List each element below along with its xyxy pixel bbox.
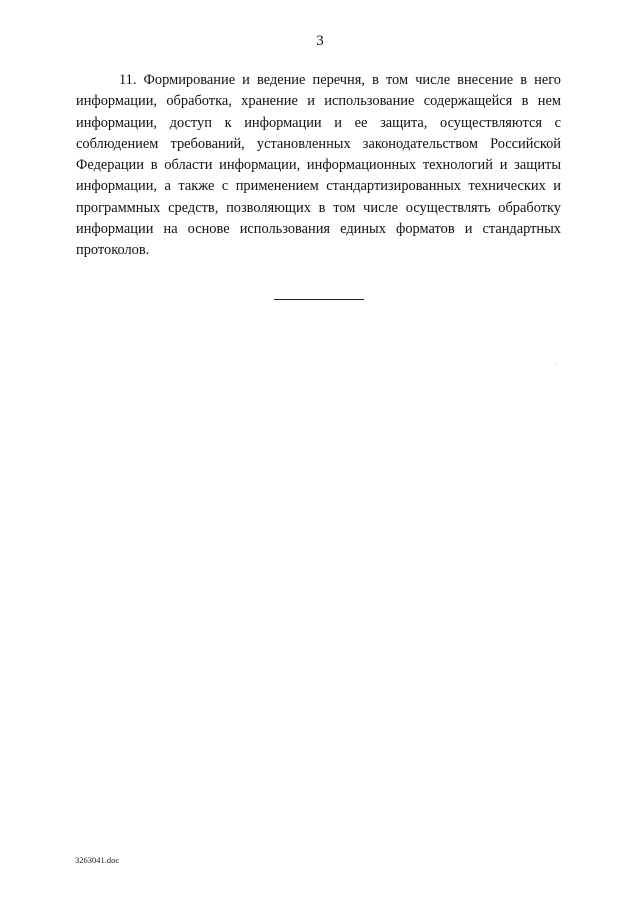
footer-file-name: 3263041.doc (75, 855, 120, 865)
scan-speck (556, 364, 557, 365)
page-number: 3 (316, 33, 324, 49)
separator-line (274, 299, 364, 300)
body-paragraph: 11. Формирование и ведение перечня, в том числе внесение в него информации, обработка, хранение и использование содержащейся в нем информации, доступ к информации и ее защита, осуществляются с соблюдением требований, установленных законодательством Российской Федерации в области информации, информационных технологий и защиты информации, а также с применением стандартизированных технических и программных средств, позволяющих в том числе осуществлять обработку информации на основе использования единых форматов и стандартных протоколов. (76, 72, 561, 259)
